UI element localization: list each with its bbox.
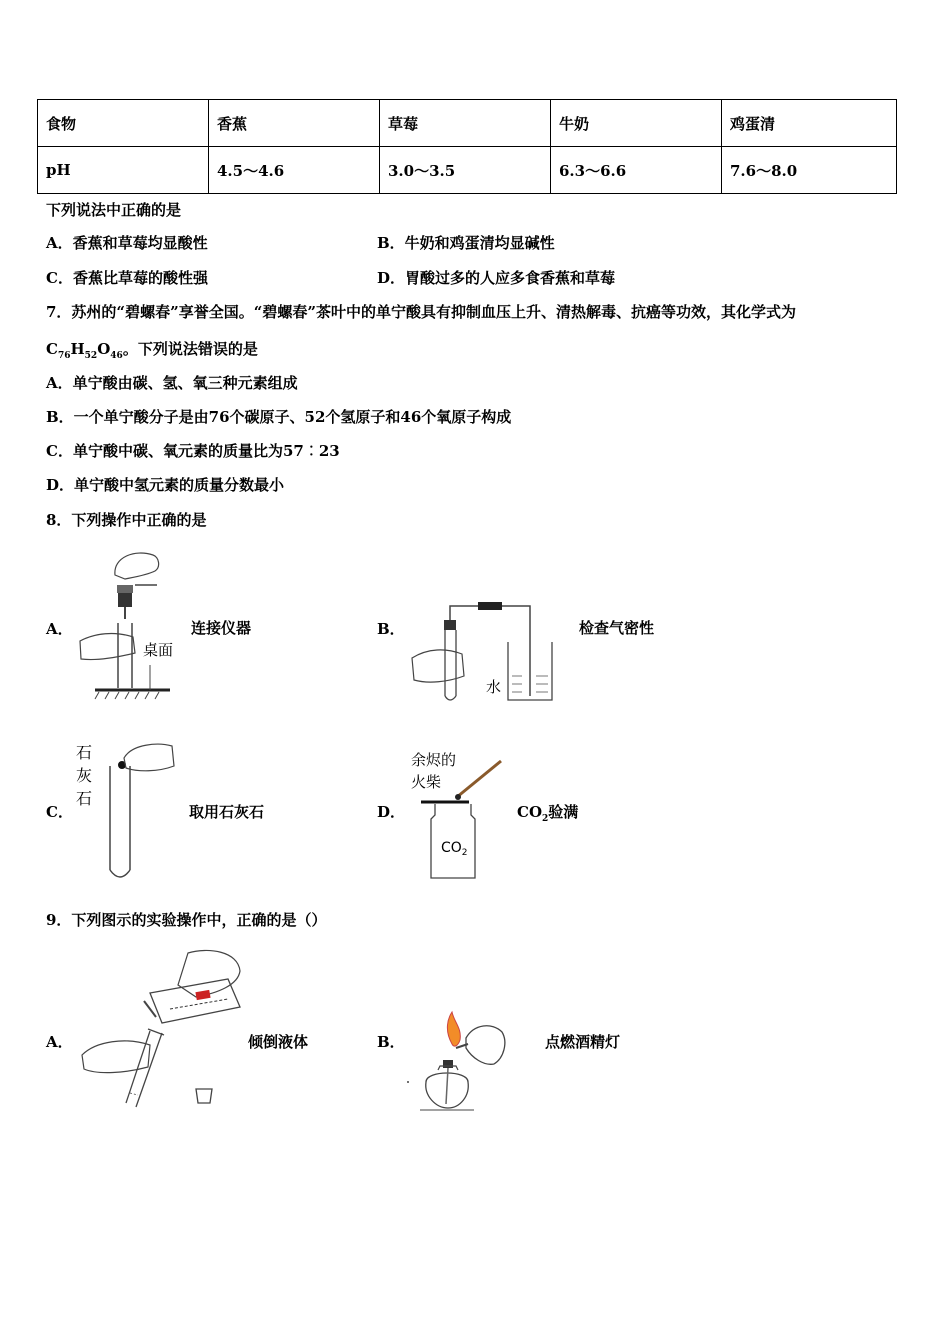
q6-option-c[interactable]: C．香蕉比草莓的酸性强 bbox=[46, 269, 208, 287]
formula-c: C bbox=[46, 340, 58, 358]
q8-option-c-letter[interactable]: C． bbox=[46, 803, 73, 821]
q8-stem: 8．下列操作中正确的是 bbox=[46, 511, 207, 529]
table-cell: 食物 bbox=[38, 100, 209, 147]
table-cell: 草莓 bbox=[380, 100, 551, 147]
table-cell: 4.5～4.6 bbox=[209, 147, 380, 194]
desk-label: 桌面 bbox=[143, 641, 174, 659]
q9-option-b-letter[interactable]: B． bbox=[377, 1033, 405, 1051]
q8-option-b-letter[interactable]: B． bbox=[377, 620, 405, 638]
q7-option-d[interactable]: D．单宁酸中氢元素的质量分数最小 bbox=[46, 476, 285, 494]
bottle-label: $CO_2$ bbox=[441, 840, 468, 858]
table-cell: 牛奶 bbox=[551, 100, 722, 147]
table-cell: 鸡蛋清 bbox=[722, 100, 897, 147]
q9-option-b-caption: 点燃酒精灯 bbox=[545, 1033, 621, 1051]
q8-option-a-caption: 连接仪器 bbox=[191, 619, 252, 637]
formula-c-sub: 76 bbox=[57, 351, 71, 361]
q8-option-b-caption: 检查气密性 bbox=[579, 619, 655, 637]
airtightness-figure bbox=[410, 596, 560, 708]
ph-table bbox=[37, 99, 897, 194]
co2-full-test-figure bbox=[405, 745, 515, 885]
q6-stem: 下列说法中正确的是 bbox=[46, 201, 182, 219]
table-cell: pH bbox=[38, 147, 209, 194]
limestone-figure bbox=[72, 738, 182, 883]
q7-formula-line bbox=[46, 338, 258, 361]
formula-h: H bbox=[70, 340, 85, 358]
q9-stem: 9．下列图示的实验操作中，正确的是（） bbox=[46, 911, 327, 929]
q7-option-b[interactable]: B．一个单宁酸分子是由76个碳原子、52个氢原子和46个氧原子构成 bbox=[46, 408, 512, 426]
table-cell: 7.6～8.0 bbox=[722, 147, 897, 194]
q9-option-a-caption: 倾倒液体 bbox=[248, 1033, 309, 1051]
limestone-label-2: 灰 bbox=[76, 766, 93, 785]
table-cell: 3.0～3.5 bbox=[380, 147, 551, 194]
q6-option-a[interactable]: A．香蕉和草莓均显酸性 bbox=[46, 234, 208, 252]
q6-option-b[interactable]: B．牛奶和鸡蛋清均显碱性 bbox=[377, 234, 555, 252]
q8-option-d-caption: $CO_2$验满 bbox=[517, 803, 579, 824]
q7-option-c[interactable]: C．单宁酸中碳、氧元素的质量比为57︰23 bbox=[46, 442, 340, 460]
light-alcohol-lamp-figure bbox=[408, 1008, 518, 1118]
q8-option-c-caption: 取用石灰石 bbox=[189, 803, 265, 821]
q8-option-a-letter[interactable]: A． bbox=[46, 620, 73, 638]
formula-o: O bbox=[97, 340, 111, 358]
ember-label-1: 余烬的 bbox=[411, 751, 457, 769]
table-cell: 6.3～6.6 bbox=[551, 147, 722, 194]
table-row bbox=[38, 147, 897, 194]
formula-o-sub: 46 bbox=[110, 351, 123, 361]
q7-stem: 7．苏州的“碧螺春”享誉全国。“碧螺春”茶叶中的单宁酸具有抑制血压上升、清热解毒、抗癌等功效，其化学式为 bbox=[46, 303, 796, 321]
q7-stem-tail: 。下列说法错误的是 bbox=[122, 340, 258, 358]
water-label: 水 bbox=[486, 678, 502, 696]
q6-option-d[interactable]: D．胃酸过多的人应多食香蕉和草莓 bbox=[377, 269, 616, 287]
connect-apparatus-figure bbox=[75, 545, 185, 705]
limestone-label-1: 石 bbox=[76, 743, 93, 762]
table-row bbox=[38, 100, 897, 147]
table-cell: 香蕉 bbox=[209, 100, 380, 147]
pour-liquid-figure bbox=[78, 945, 248, 1115]
formula-h-sub: 52 bbox=[84, 351, 98, 361]
q7-option-a[interactable]: A．单宁酸由碳、氢、氧三种元素组成 bbox=[46, 374, 298, 392]
limestone-label-3: 石 bbox=[76, 789, 93, 808]
q9-option-a-letter[interactable]: A． bbox=[46, 1033, 73, 1051]
ember-label-2: 火柴 bbox=[411, 773, 442, 791]
q8-option-d-letter[interactable]: D． bbox=[377, 803, 406, 821]
